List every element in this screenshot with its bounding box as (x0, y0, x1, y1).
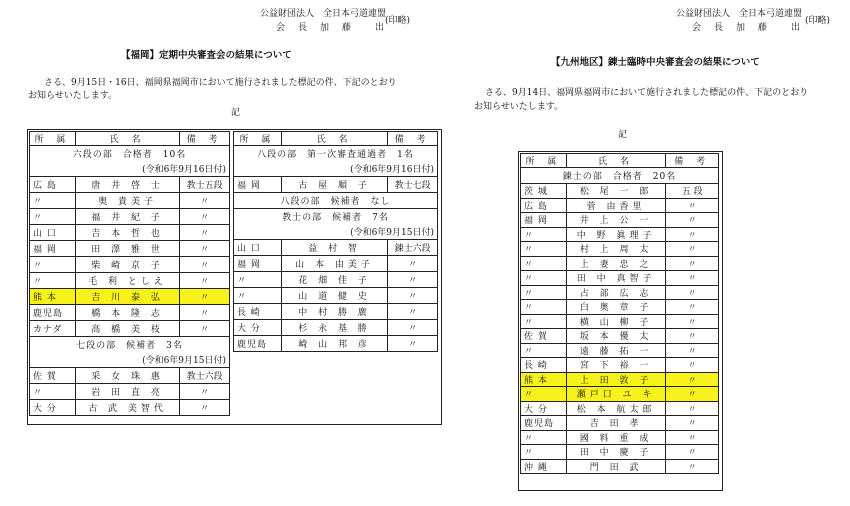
remarks-cell: 〃 (666, 285, 719, 300)
remarks-cell: 〃 (180, 305, 230, 321)
affiliation-cell: 熊 本 (30, 289, 76, 305)
header-name: 氏 名 (281, 132, 387, 146)
name-cell: 奥 貴美子 (75, 193, 179, 209)
date-row (30, 161, 230, 177)
affiliation-cell: 〃 (234, 288, 282, 304)
name-cell: 古 武 美智代 (75, 400, 179, 416)
affiliation-cell: カナダ (30, 321, 76, 337)
table-row (521, 314, 719, 329)
affiliation-cell: 長 崎 (521, 358, 567, 373)
remarks-cell: 〃 (666, 314, 719, 329)
date-row (234, 161, 438, 177)
remarks-cell: 〃 (666, 198, 719, 213)
affiliation-cell: 山 口 (30, 225, 76, 241)
table-row (234, 304, 438, 320)
section-8th-dan-first: 八段の部 第一次審査通過者 1名 (234, 146, 438, 162)
remarks-cell: 〃 (180, 321, 230, 337)
name-cell: 上 妻 忠 之 (566, 256, 665, 271)
table-row (521, 271, 719, 286)
remarks-cell: 〃 (180, 273, 230, 289)
section-row (521, 168, 719, 184)
name-cell: 毛 利 としえ (75, 273, 179, 289)
remarks-cell: 〃 (180, 241, 230, 257)
name-cell: 中 野 眞理子 (566, 227, 665, 242)
remarks-cell: 教士七段 (388, 177, 438, 193)
remarks-cell: 〃 (666, 227, 719, 242)
table-row (234, 256, 438, 272)
affiliation-cell: 〃 (521, 242, 567, 257)
remarks-cell: 〃 (388, 272, 438, 288)
affiliation-cell: 〃 (30, 193, 76, 209)
remarks-cell: 〃 (388, 304, 438, 320)
section-renshi: 錬士の部 合格者 20名 (521, 168, 719, 184)
name-cell: 遠 藤 拓 一 (566, 343, 665, 358)
name-cell: 采 女 珠 惠 (75, 368, 179, 384)
table-row (30, 273, 230, 289)
name-cell: 吉 川 泰 弘 (75, 289, 179, 305)
affiliation-cell: 〃 (521, 343, 567, 358)
name-cell: 宮 下 裕 一 (566, 358, 665, 373)
remarks-cell: 〃 (666, 256, 719, 271)
ki-mark-right: 記 (618, 130, 628, 140)
remarks-cell: 〃 (666, 271, 719, 286)
section-row (30, 337, 230, 353)
header-remarks: 備 考 (388, 132, 438, 146)
approval-date: (令和6年9月16日付) (234, 161, 438, 177)
table-row (30, 257, 230, 273)
name-cell: 門 田 武 (566, 459, 665, 474)
section-6th-dan: 六段の部 合格者 10名 (30, 146, 230, 162)
affiliation-cell: 福 岡 (30, 241, 76, 257)
name-cell: 高 橋 美 枝 (75, 321, 179, 337)
table-row (30, 400, 230, 416)
date-row (234, 224, 438, 240)
header-affiliation: 所 属 (521, 154, 567, 168)
name-cell: 坂 本 優 太 (566, 329, 665, 344)
table-row (521, 416, 719, 431)
affiliation-cell: 鹿児島 (234, 336, 282, 352)
section-kyoshi: 教士の部 候補者 7名 (234, 209, 438, 225)
remarks-cell: 〃 (666, 300, 719, 315)
affiliation-cell: 広 島 (521, 198, 567, 213)
remarks-cell: 教士五段 (180, 177, 230, 193)
remarks-cell: 〃 (180, 257, 230, 273)
remarks-cell: 〃 (666, 343, 719, 358)
table-row (234, 272, 438, 288)
remarks-cell: 〃 (666, 213, 719, 228)
name-cell: 占 部 広 志 (566, 285, 665, 300)
name-cell: 横 山 柳 子 (566, 314, 665, 329)
table-row (521, 430, 719, 445)
section-8th-dan-candidates: 八段の部 候補者 なし (234, 193, 438, 209)
remarks-cell: 〃 (666, 372, 719, 387)
affiliation-cell: 佐 賀 (30, 368, 76, 384)
table-row (521, 401, 719, 416)
remarks-cell: 錬士六段 (388, 240, 438, 256)
remarks-cell: 〃 (388, 288, 438, 304)
name-cell: 橋 本 隆 志 (75, 305, 179, 321)
remarks-cell: 〃 (666, 242, 719, 257)
affiliation-cell: 大 分 (30, 400, 76, 416)
president-line-right: 会 長 加 藤 出 (692, 23, 803, 33)
remarks-cell: 〃 (666, 358, 719, 373)
name-cell: 中 村 勝 廣 (281, 304, 387, 320)
table-row (30, 177, 230, 193)
table-row (30, 193, 230, 209)
affiliation-cell: 〃 (30, 257, 76, 273)
table-row (234, 240, 438, 256)
header-name: 氏 名 (75, 132, 179, 146)
section-row (234, 209, 438, 225)
table-row (234, 336, 438, 352)
remarks-cell: 〃 (180, 289, 230, 305)
affiliation-cell: 福 岡 (521, 213, 567, 228)
name-cell: 村 上 周 太 (566, 242, 665, 257)
section-7th-dan: 七段の部 候補者 3名 (30, 337, 230, 353)
approval-date: (令和6年9月15日付) (234, 224, 438, 240)
affiliation-cell: 沖 縄 (521, 459, 567, 474)
name-cell: 益 村 智 (281, 240, 387, 256)
affiliation-cell: 〃 (30, 209, 76, 225)
table-row (521, 445, 719, 460)
table-row (234, 288, 438, 304)
remarks-cell: 〃 (666, 416, 719, 431)
remarks-cell: 教士六段 (180, 368, 230, 384)
name-cell: 山 道 健 史 (281, 288, 387, 304)
table-header-row (30, 132, 230, 146)
remarks-cell: 〃 (180, 193, 230, 209)
name-cell: 吉 本 哲 也 (75, 225, 179, 241)
table-row (30, 305, 230, 321)
remarks-cell: 五 段 (666, 184, 719, 199)
approval-date: (令和6年9月15日付) (30, 352, 230, 368)
table-row (521, 300, 719, 315)
affiliation-cell: 〃 (30, 384, 76, 400)
table-row (521, 343, 719, 358)
table-row (521, 285, 719, 300)
table-header-row (521, 154, 719, 168)
remarks-cell: 〃 (666, 459, 719, 474)
table-row (30, 384, 230, 400)
affiliation-cell: 大 分 (234, 320, 282, 336)
highlighted-row (30, 289, 230, 305)
affiliation-cell: 〃 (30, 273, 76, 289)
affiliation-cell: 熊 本 (521, 372, 567, 387)
affiliation-cell: 〃 (521, 387, 567, 402)
header-affiliation: 所 属 (234, 132, 282, 146)
name-cell: 山 本 由美子 (281, 256, 387, 272)
table-row (30, 321, 230, 337)
affiliation-cell: 〃 (521, 300, 567, 315)
date-row (30, 352, 230, 368)
name-cell: 瀬戸口 ユ キ (566, 387, 665, 402)
table-row (521, 358, 719, 373)
table-header-row (234, 132, 438, 146)
name-cell: 岩 田 直 亮 (75, 384, 179, 400)
name-cell: 田 中 慶 子 (566, 445, 665, 460)
table-row (30, 241, 230, 257)
remarks-cell: 〃 (388, 256, 438, 272)
intro-line-2-right: お知らせいたします。 (474, 102, 564, 112)
table-row (521, 198, 719, 213)
name-cell: 白 奥 章 子 (566, 300, 665, 315)
intro-line-2: お知らせいたします。 (28, 91, 118, 101)
affiliation-cell: 福 岡 (234, 177, 282, 193)
seal-note: (印略) (385, 16, 411, 26)
name-cell: 吉 田 孝 (566, 416, 665, 431)
table-row (521, 459, 719, 474)
name-cell: 杉 永 基 勝 (281, 320, 387, 336)
remarks-cell: 〃 (666, 445, 719, 460)
section-row (234, 146, 438, 162)
table-row (521, 242, 719, 257)
name-cell: 菅 由香里 (566, 198, 665, 213)
table-row (234, 177, 438, 193)
affiliation-cell: 〃 (521, 445, 567, 460)
table-row (30, 225, 230, 241)
remarks-cell: 〃 (666, 430, 719, 445)
table-row (521, 184, 719, 199)
results-table-renshi (520, 153, 719, 474)
affiliation-cell: 長 崎 (234, 304, 282, 320)
table-row (30, 209, 230, 225)
affiliation-cell: 〃 (521, 256, 567, 271)
affiliation-cell: 〃 (521, 271, 567, 286)
affiliation-cell: 大 分 (521, 401, 567, 416)
header-name: 氏 名 (566, 154, 665, 168)
org-name: 公益財団法人 全日本弓道連盟 (260, 9, 387, 19)
name-cell: 國 料 重 成 (566, 430, 665, 445)
name-cell: 田 中 真智子 (566, 271, 665, 286)
remarks-cell: 〃 (180, 225, 230, 241)
remarks-cell: 〃 (666, 387, 719, 402)
intro-line-1: さる、9月15日・16日、福岡県福岡市において施行されました標記の件、下記のとおり (44, 78, 397, 88)
name-cell: 崎 山 邦 彦 (281, 336, 387, 352)
affiliation-cell: 福 岡 (234, 256, 282, 272)
affiliation-cell: 〃 (521, 314, 567, 329)
org-name-right: 公益財団法人 全日本弓道連盟 (676, 9, 803, 19)
table-row (521, 256, 719, 271)
section-row (234, 193, 438, 209)
name-cell: 福 井 紀 子 (75, 209, 179, 225)
seal-note-right: (印略) (805, 16, 831, 26)
affiliation-cell: 山 口 (234, 240, 282, 256)
affiliation-cell: 広 島 (30, 177, 76, 193)
name-cell: 松 尾 一 郎 (566, 184, 665, 199)
affiliation-cell: 鹿児島 (521, 416, 567, 431)
remarks-cell: 〃 (180, 384, 230, 400)
highlighted-row (521, 372, 719, 387)
affiliation-cell: 鹿児島 (30, 305, 76, 321)
intro-line-1-right: さる、9月14日、福岡県福岡市において施行されました標記の件、下記のとおり (485, 88, 809, 98)
name-cell: 松 本 航太郎 (566, 401, 665, 416)
table-row (30, 368, 230, 384)
remarks-cell: 〃 (666, 401, 719, 416)
table-row (521, 227, 719, 242)
remarks-cell: 〃 (388, 320, 438, 336)
affiliation-cell: 〃 (234, 272, 282, 288)
table-row (521, 213, 719, 228)
affiliation-cell: 茨 城 (521, 184, 567, 199)
affiliation-cell: 佐 賀 (521, 329, 567, 344)
header-remarks: 備 考 (666, 154, 719, 168)
name-cell: 柴 崎 京 子 (75, 257, 179, 273)
name-cell: 花 畑 佳 子 (281, 272, 387, 288)
results-table-8th-dan-kyoshi (233, 131, 438, 352)
header-affiliation: 所 属 (30, 132, 76, 146)
remarks-cell: 〃 (388, 336, 438, 352)
remarks-cell: 〃 (180, 400, 230, 416)
approval-date: (令和6年9月16日付) (30, 161, 230, 177)
affiliation-cell: 〃 (521, 285, 567, 300)
highlighted-row (521, 387, 719, 402)
ki-mark: 記 (231, 108, 241, 118)
name-cell: 唐 井 啓 士 (75, 177, 179, 193)
document-title: 【福岡】定期中央審査会の結果について (121, 50, 292, 61)
remarks-cell: 〃 (666, 329, 719, 344)
name-cell: 古 屋 順 子 (281, 177, 387, 193)
table-row (521, 329, 719, 344)
affiliation-cell: 〃 (521, 227, 567, 242)
affiliation-cell: 〃 (521, 430, 567, 445)
results-table-6th-7th-dan (29, 131, 230, 416)
president-line: 会 長 加 藤 出 (276, 23, 387, 33)
table-row (234, 320, 438, 336)
section-row (30, 146, 230, 162)
header-remarks: 備 考 (180, 132, 230, 146)
document-title-right: 【九州地区】錬士臨時中央審査会の結果について (551, 57, 760, 68)
name-cell: 井 上 公 一 (566, 213, 665, 228)
remarks-cell: 〃 (180, 209, 230, 225)
name-cell: 上 田 敦 子 (566, 372, 665, 387)
name-cell: 田 澤 雅 世 (75, 241, 179, 257)
